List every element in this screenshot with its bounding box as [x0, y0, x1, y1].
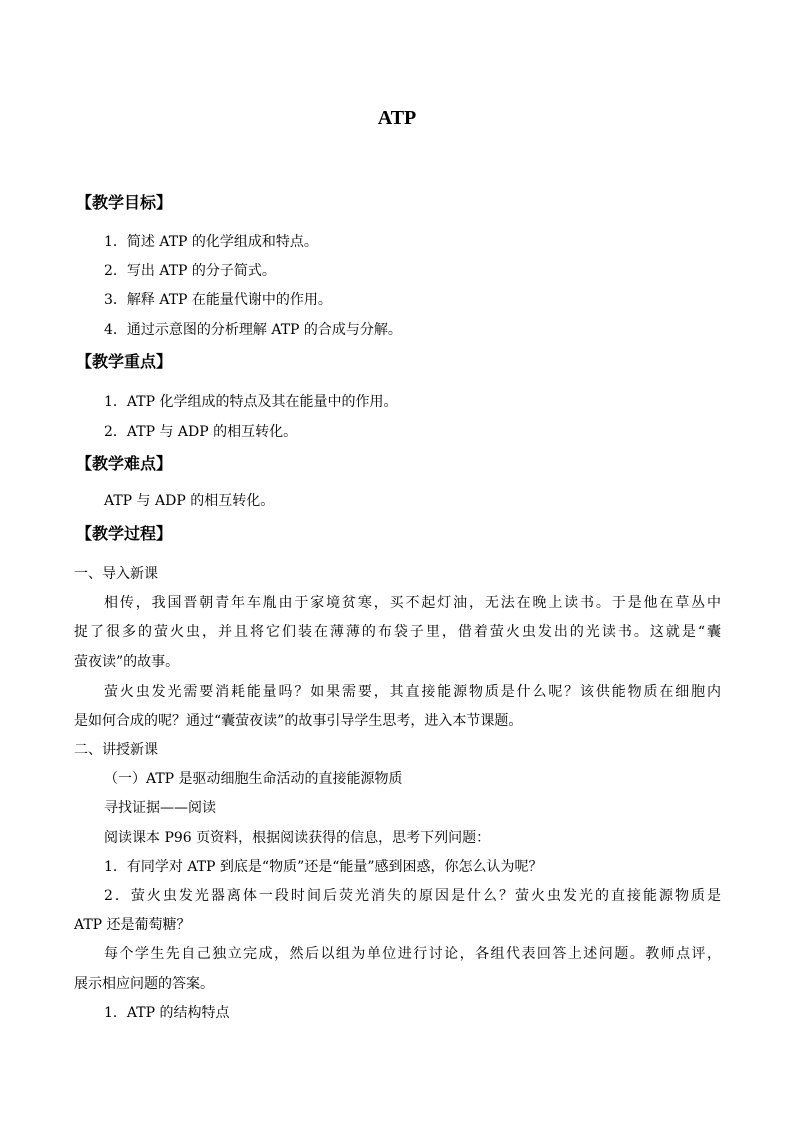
section-1-title: 一、导入新课: [74, 566, 158, 582]
question-1: 1．有同学对 ATP 到底是“物质”还是“能量”感到困惑，你怎么认为呢？: [104, 859, 543, 875]
goal-item-4: 4．通过示意图的分析理解 ATP 的合成与分解。: [104, 322, 402, 338]
goal-item-3: 3．解释 ATP 在能量代谢中的作用。: [104, 292, 332, 308]
intro-paragraph-line-3: 萤夜读”的故事。: [74, 654, 180, 670]
goal-item-1: 1．简述 ATP 的化学组成和特点。: [104, 234, 318, 250]
point-1-title: 1．ATP 的结构特点: [104, 1005, 230, 1021]
difficulty-text: ATP 与 ADP 的相互转化。: [104, 493, 275, 509]
subsection-1-title: （一）ATP 是驱动细胞生命活动的直接能源物质: [104, 771, 403, 787]
intro-paragraph-line-1: 相传，我国晋朝青年车胤由于家境贫寒，买不起灯油，无法在晚上读书。于是他在草丛中: [104, 595, 721, 611]
question-paragraph-line-1: 萤火虫发光需要消耗能量吗？如果需要，其直接能源物质是什么呢？该供能物质在细胞内: [104, 684, 721, 700]
process-heading: 【教学过程】: [76, 524, 173, 543]
section-2-title: 二、讲授新课: [74, 742, 158, 758]
intro-paragraph-line-2: 捉了很多的萤火虫，并且将它们装在薄薄的布袋子里，借着萤火虫发出的光读书。这就是“囊: [74, 624, 721, 640]
key-points-heading: 【教学重点】: [76, 352, 173, 371]
difficulty-heading: 【教学难点】: [76, 454, 173, 473]
discussion-line-2: 展示相应问题的答案。: [74, 976, 214, 992]
key-point-item-1: 1．ATP 化学组成的特点及其在能量中的作用。: [104, 394, 398, 410]
question-2-line-2: ATP 还是葡萄糖？: [74, 917, 191, 933]
question-2-line-1: 2．萤火虫发光器离体一段时间后荧光消失的原因是什么？萤火虫发光的直接能源物质是: [104, 888, 721, 904]
goal-item-2: 2．写出 ATP 的分子简式。: [104, 263, 276, 279]
discussion-line-1: 每个学生先自己独立完成，然后以组为单位进行讨论，各组代表回答上述问题。教师点评，: [104, 946, 721, 962]
reading-instruction: 阅读课本 P96 页资料，根据阅读获得的信息，思考下列问题：: [104, 830, 491, 846]
document-title: ATP: [377, 107, 417, 129]
goals-heading: 【教学目标】: [76, 193, 173, 212]
evidence-label: 寻找证据——阅读: [104, 800, 216, 816]
key-point-item-2: 2．ATP 与 ADP 的相互转化。: [104, 424, 298, 440]
question-paragraph-line-2: 是如何合成的呢？通过“囊萤夜读”的故事引导学生思考，进入本节课题。: [74, 713, 523, 729]
